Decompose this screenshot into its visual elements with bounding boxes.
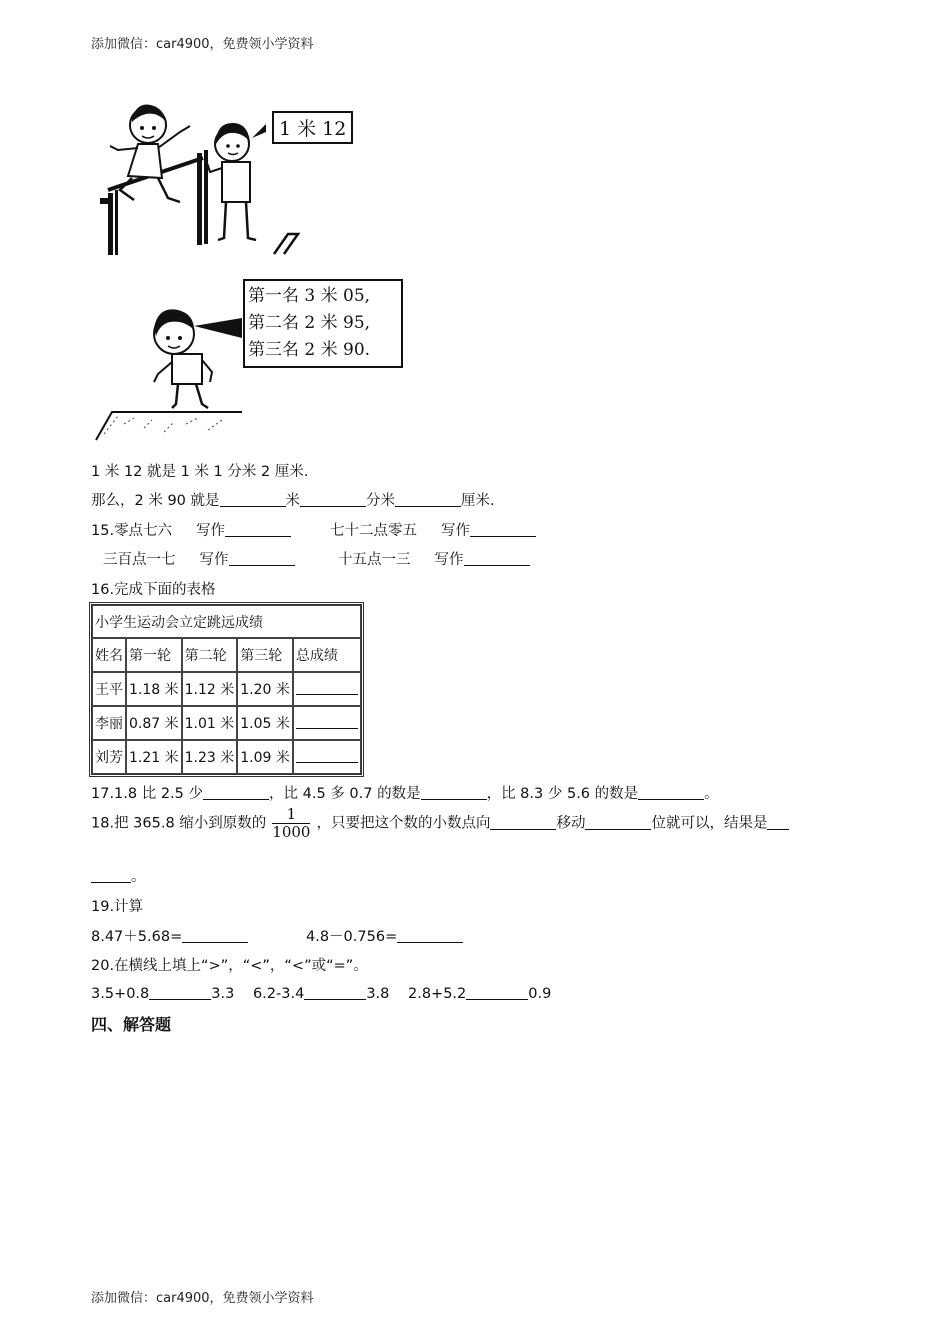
column-header: 第二轮 <box>182 638 238 672</box>
total-cell[interactable] <box>293 672 361 706</box>
total-cell[interactable] <box>293 740 361 774</box>
q14-example-line: 1 米 12 就是 1 米 1 分米 2 厘米. <box>91 464 309 480</box>
score-cell: 1.23 米 <box>182 740 238 774</box>
name-cell: 李丽 <box>92 706 126 740</box>
speech-bubble-height: 1 米 12 <box>272 111 353 144</box>
answer-blank[interactable] <box>91 867 131 883</box>
table-header-row <box>92 638 361 672</box>
table-title: 小学生运动会立定跳远成绩 <box>92 605 361 638</box>
answer-blank[interactable] <box>638 784 704 800</box>
column-header: 总成绩 <box>293 638 361 672</box>
q18-continuation: 。 <box>91 865 146 886</box>
q14-question: 那么，2 米 90 就是 米 分米 厘米. <box>91 493 495 509</box>
score-cell: 1.21 米 <box>126 740 182 774</box>
score-cell: 1.18 米 <box>126 672 182 706</box>
ranking-line: 第三名 2 米 90. <box>248 340 371 360</box>
name-cell: 王平 <box>92 672 126 706</box>
answer-blank[interactable] <box>767 814 789 830</box>
score-cell: 1.01 米 <box>182 706 238 740</box>
answer-blank[interactable] <box>490 814 556 830</box>
answer-blank[interactable] <box>585 814 651 830</box>
q15-item-4: 十五点一三 写作 <box>338 548 530 569</box>
speech-bubble-rankings <box>243 279 403 368</box>
ranking-line: 第二名 2 米 95, <box>248 313 371 333</box>
table-row <box>92 740 361 774</box>
column-header: 第一轮 <box>126 638 182 672</box>
score-table <box>89 602 364 777</box>
q19-expr-2: 4.8－0.756= <box>306 925 463 946</box>
score-cell: 1.05 米 <box>237 706 293 740</box>
table-row <box>92 672 361 706</box>
answer-blank[interactable] <box>466 984 528 1000</box>
answer-blank[interactable] <box>464 550 530 566</box>
q19-title: 19.计算 <box>91 899 144 915</box>
column-header: 姓名 <box>92 638 126 672</box>
name-cell: 刘芳 <box>92 740 126 774</box>
answer-blank[interactable] <box>203 784 269 800</box>
q15-item-3: 三百点一七 写作 <box>103 548 295 569</box>
q20-items: 3.5+0.8 3.3 6.2-3.4 3.8 2.8+5.2 0.9 <box>91 986 552 1002</box>
q18: 18.把 365.8 缩小到原数的 $\frac{1}{1000}$ ，只要把这个数的小数点向 移动 位就可以，结果是 <box>91 806 789 841</box>
answer-blank[interactable] <box>397 927 463 943</box>
answer-blank[interactable] <box>225 521 291 537</box>
q17: 17.1.8 比 2.5 少 ，比 4.5 多 0.7 的数是 ，比 8.3 少 5.6 的数是 。 <box>91 786 719 802</box>
total-cell[interactable] <box>293 706 361 740</box>
answer-blank[interactable] <box>470 521 536 537</box>
section-heading: 四、解答题 <box>91 1015 172 1034</box>
answer-blank[interactable] <box>296 680 358 695</box>
answer-blank[interactable] <box>182 927 248 943</box>
answer-blank[interactable] <box>300 491 366 507</box>
q20-title: 20.在横线上填上“>”，“<”，“<”或“=”。 <box>91 958 368 974</box>
answer-blank[interactable] <box>229 550 295 566</box>
q16-title: 16.完成下面的表格 <box>91 582 216 598</box>
ranking-line: 第一名 3 米 05, <box>248 286 371 306</box>
answer-blank[interactable] <box>421 784 487 800</box>
score-cell: 1.12 米 <box>182 672 238 706</box>
page-footer: 添加微信：car4900，免费领小学资料 <box>91 1291 314 1306</box>
q15-item-1: 15.零点七六 写作 <box>91 519 291 540</box>
fraction: $\frac{1}{1000}$ <box>272 805 311 841</box>
answer-blank[interactable] <box>304 984 366 1000</box>
answer-blank[interactable] <box>395 491 461 507</box>
q19-expr-1: 8.47＋5.68= <box>91 925 248 946</box>
answer-blank[interactable] <box>220 491 286 507</box>
page-header: 添加微信：car4900，免费领小学资料 <box>91 37 314 52</box>
table-row <box>92 706 361 740</box>
q15-item-2: 七十二点零五 写作 <box>330 519 536 540</box>
score-cell: 1.09 米 <box>237 740 293 774</box>
answer-blank[interactable] <box>296 714 358 729</box>
score-cell: 1.20 米 <box>237 672 293 706</box>
long-jump-illustration <box>94 300 244 442</box>
score-cell: 0.87 米 <box>126 706 182 740</box>
answer-blank[interactable] <box>149 984 211 1000</box>
column-header: 第三轮 <box>237 638 293 672</box>
answer-blank[interactable] <box>296 748 358 763</box>
